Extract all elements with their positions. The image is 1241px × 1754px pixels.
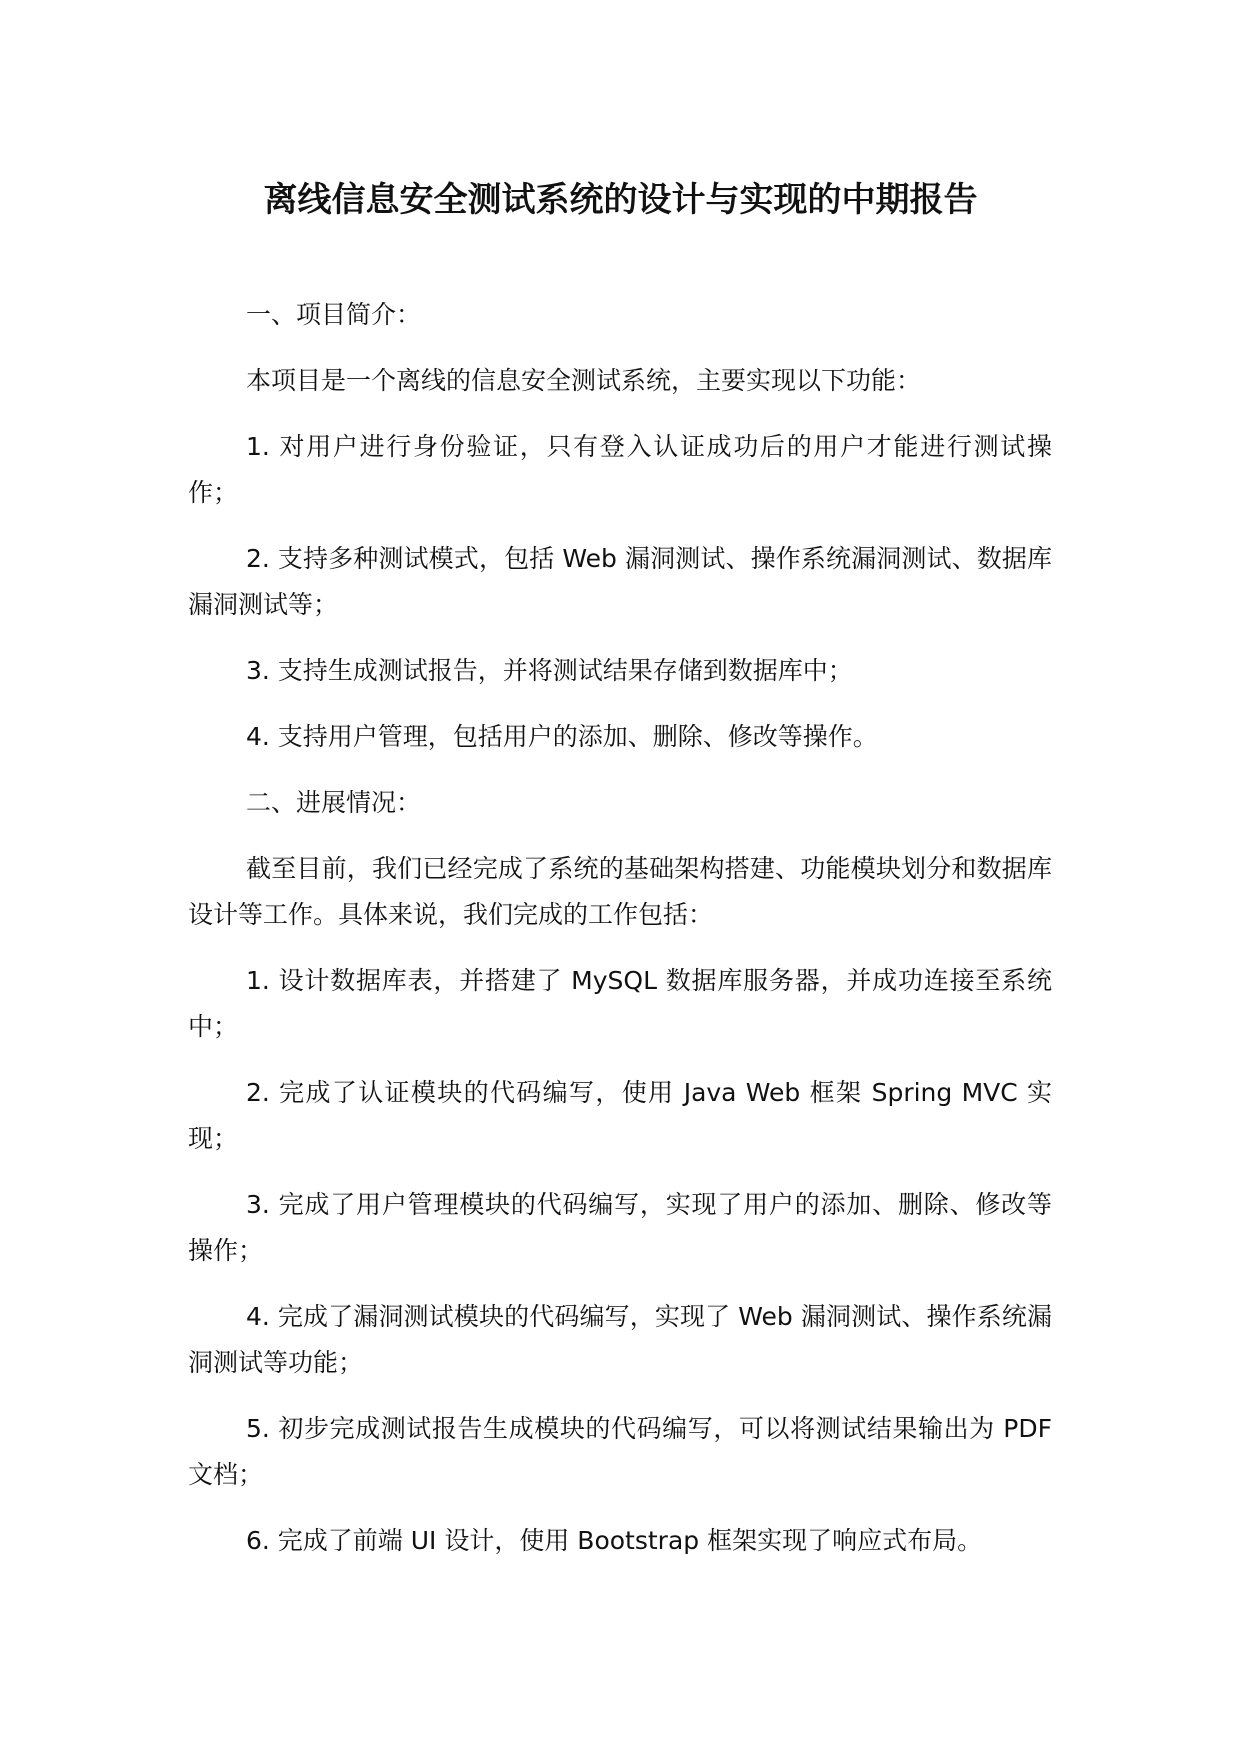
list-item: 5. 初步完成测试报告生成模块的代码编写，可以将测试结果输出为 PDF 文档； [188,1414,1052,1489]
list-item: 6. 完成了前端 UI 设计，使用 Bootstrap 框架实现了响应式布局。 [246,1526,983,1555]
paragraph: 截至目前，我们已经完成了系统的基础架构搭建、功能模块划分和数据库设计等工作。具体来说，我们完成的工作包括： [188,854,1052,929]
document-title: 离线信息安全测试系统的设计与实现的中期报告 [263,180,978,220]
list-item: 4. 完成了漏洞测试模块的代码编写，实现了 Web 漏洞测试、操作系统漏洞测试等功能； [188,1302,1052,1377]
list-item: 1. 对用户进行身份验证，只有登入认证成功后的用户才能进行测试操作； [188,432,1052,507]
list-item: 1. 设计数据库表，并搭建了 MySQL 数据库服务器，并成功连接至系统中； [188,966,1052,1041]
section-heading-intro: 一、项目简介： [246,300,422,329]
list-item: 3. 支持生成测试报告，并将测试结果存储到数据库中； [246,656,853,685]
paragraph: 本项目是一个离线的信息安全测试系统，主要实现以下功能： [246,366,922,395]
document-body [188,292,1052,1584]
list-item: 4. 支持用户管理，包括用户的添加、删除、修改等操作。 [246,722,878,751]
list-item: 2. 支持多种测试模式，包括 Web 漏洞测试、操作系统漏洞测试、数据库漏洞测试等； [188,544,1052,619]
section-heading-progress: 二、进展情况： [246,788,422,817]
list-item: 2. 完成了认证模块的代码编写，使用 Java Web 框架 Spring MVC 实现； [188,1078,1052,1153]
list-item: 3. 完成了用户管理模块的代码编写，实现了用户的添加、删除、修改等操作； [188,1190,1052,1265]
